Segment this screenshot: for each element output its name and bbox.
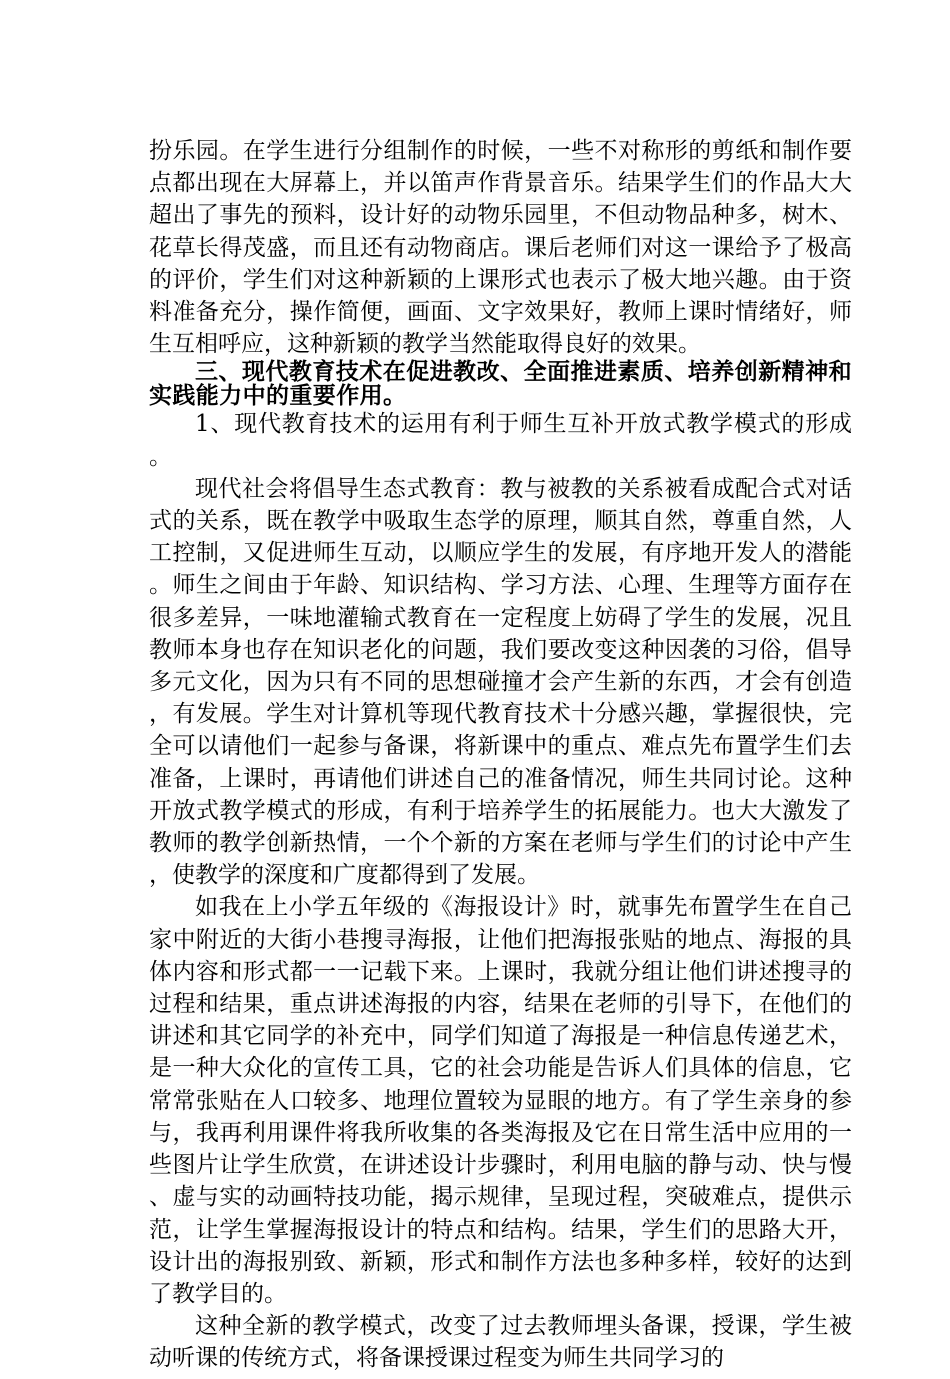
document-page (149, 135, 852, 1375)
body-paragraph-1: 扮乐园。在学生进行分组制作的时候，一些不对称形的剪纸和制作要点都出现在大屏幕上，并以笛声作背景音乐。结果学生们的作品大大超出了事先的预料，设计好的动物乐园里，不但动物品种多，树木、花草长得茂盛，而且还有动物商店。课后老师们对这一课给予了极高的评价，学生们对这种新颖的上课形式也表示了极大地兴趣。由于资料准备充分，操作简便，画面、文字效果好，教师上课时情绪好，师生互相呼应，这种新颖的教学当然能取得良好的效果。 (149, 138, 852, 358)
body-paragraph-2: 现代社会将倡导生态式教育：教与被教的关系被看成配合式对话式的关系，既在教学中吸取生态学的原理，顺其自然，尊重自然，人工控制，又促进师生互动，以顺应学生的发展，有序地开发人的潜能。师生之间由于年龄、知识结构、学习方法、心理、生理等方面存在很多差异，一味地灌输式教育在一定程度上妨碍了学生的发展，况且教师本身也存在知识老化的问题，我们要改变这种因袭的习俗，倡导多元文化，因为只有不同的思想碰撞才会产生新的东西，才会有创造，有发展。学生对计算机等现代教育技术十分感兴趣，掌握很快，完全可以请他们一起参与备课，将新课中的重点、难点先布置学生们去准备，上课时，再请他们讲述自己的准备情况，师生共同讨论。这种开放式教学模式的形成，有利于培养学生的拓展能力。也大大激发了教师的教学创新热情，一个个新的方案在老师与学生们的讨论中产生，使教学的深度和广度都得到了发展。 (149, 475, 852, 889)
body-paragraph-3: 如我在上小学五年级的《海报设计》时，就事先布置学生在自己家中附近的大街小巷搜寻海报，让他们把海报张贴的地点、海报的具体内容和形式都一一记载下来。上课时，我就分组让他们讲述搜寻的过程和结果，重点讲述海报的内容，结果在老师的引导下，在他们的讲述和其它同学的补充中，同学们知道了海报是一种信息传递艺术，是一种大众化的宣传工具，它的社会功能是告诉人们具体的信息，它常常张贴在人口较多、地理位置较为显眼的地方。有了学生亲身的参与，我再利用课件将我所收集的各类海报及它在日常生活中应用的一些图片让学生欣赏，在讲述设计步骤时，利用电脑的静与动、快与慢、虚与实的动画特技功能，揭示规律，呈现过程，突破难点，提供示范，让学生掌握海报设计的特点和结构。结果，学生们的思路大开，设计出的海报别致、新颖，形式和制作方法也多种多样，较好的达到了教学目的。 (149, 894, 852, 1307)
body-paragraph-4: 这种全新的教学模式，改变了过去教师埋头备课，授课，学生被动听课的传统方式，将备课授课过程变为师生共同学习的 (149, 1313, 852, 1372)
section-heading-3: 三、现代教育技术在促进教改、全面推进素质、培养创新精神和实践能力中的重要作用。 (149, 358, 852, 410)
subsection-paragraph-1: 1、现代教育技术的运用有利于师生互补开放式教学模式的形成。 (149, 411, 852, 470)
